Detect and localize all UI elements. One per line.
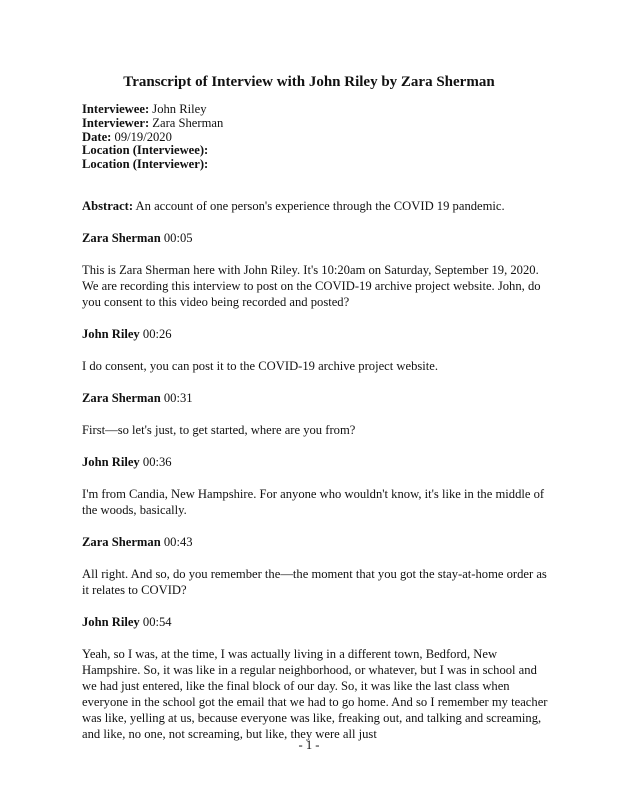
- timestamp: 00:31: [163, 390, 193, 405]
- speaker-name: Zara Sherman: [82, 534, 161, 549]
- speaker-heading: [82, 534, 548, 550]
- abstract: Abstract: An account of one person's experience through the COVID 19 pandemic.: [82, 198, 505, 213]
- interview-metadata: [82, 103, 548, 172]
- speaker-heading: [82, 614, 548, 630]
- speaker-name: John Riley: [82, 326, 140, 341]
- speaker-heading: [82, 390, 548, 406]
- speaker-text: First—so let's just, to get started, where are you from?: [82, 422, 356, 437]
- speaker-heading: [82, 230, 548, 246]
- speaker-text: I do consent, you can post it to the COVID-19 archive project website.: [82, 358, 439, 373]
- speaker-text: This is Zara Sherman here with John Riley. It's 10:20am on Saturday, September 19, 2020. We are recording this interview to post on the COVID-19 archive project website. John, do you consent to this video being recorded and posted?: [82, 262, 541, 309]
- page-number: - 1 -: [298, 738, 320, 752]
- document-body: [82, 103, 548, 742]
- speaker-heading: [82, 326, 548, 342]
- meta-interviewer: Interviewer: Zara Sherman: [82, 115, 224, 130]
- timestamp: 00:36: [142, 454, 172, 469]
- meta-location-interviewee: Location (Interviewee):: [82, 143, 209, 158]
- speaker-text: All right. And so, do you remember the—the moment that you got the stay-at-home order as it relates to COVID?: [82, 566, 547, 597]
- timestamp: 00:26: [142, 326, 172, 341]
- timestamp: 00:05: [163, 230, 193, 245]
- speaker-heading: [82, 454, 548, 470]
- timestamp: 00:43: [163, 534, 193, 549]
- speaker-name: Zara Sherman: [82, 390, 161, 405]
- meta-date: Date: 09/19/2020: [82, 129, 172, 144]
- speaker-name: John Riley: [82, 614, 140, 629]
- meta-location-interviewer: Location (Interviewer):: [82, 157, 209, 172]
- speaker-text: I'm from Candia, New Hampshire. For anyone who wouldn't know, it's like in the middle of the woods, basically.: [82, 486, 545, 517]
- speaker-name: John Riley: [82, 454, 140, 469]
- speaker-text: Yeah, so I was, at the time, I was actually living in a different town, Bedford, New Hampshire. So, it was like in a regular neighborhood, or whatever, but I was in school and we had just entered, like the final block of our day. So, it was like the last class when everyone in the school got the email that we had to go home. And so I remember my teacher was like, yelling at us, because everyone was like, freaking out, and talking and screaming, and like, no one, not screaming, but like, they were all just: [82, 646, 548, 741]
- speaker-name: Zara Sherman: [82, 230, 161, 245]
- document-title: Transcript of Interview with John Riley by Zara Sherman: [123, 74, 495, 90]
- meta-interviewee: Interviewee: John Riley: [82, 102, 207, 116]
- timestamp: 00:54: [142, 614, 172, 629]
